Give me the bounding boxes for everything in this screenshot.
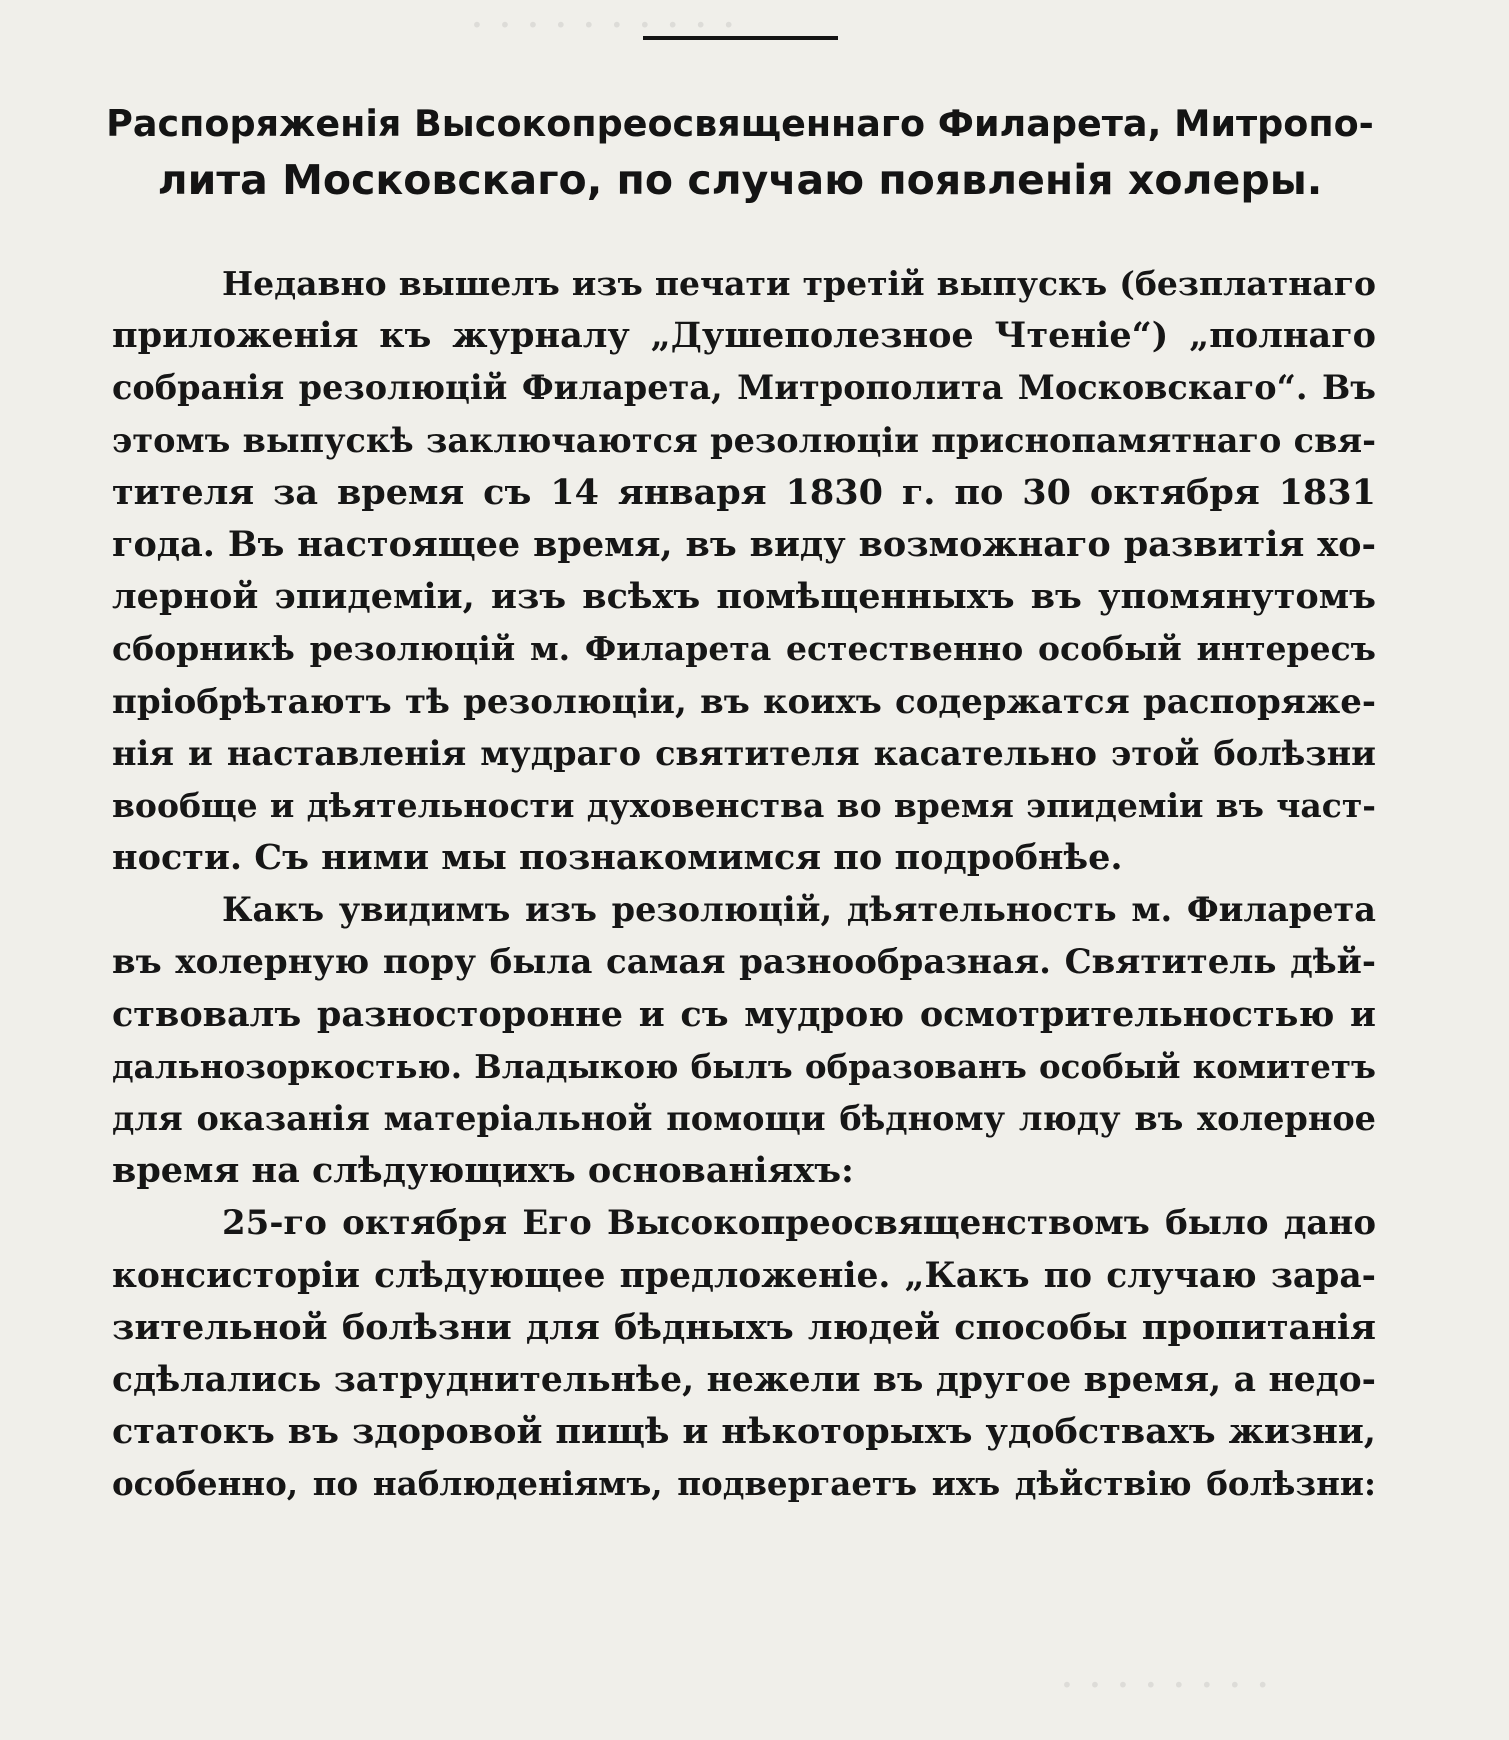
text-line: тителя за время съ 14 января 1830 г. по 30 октября 1831 (112, 471, 1376, 513)
text-line: Какъ увидимъ изъ резолюцій, дѣятельность м. Филарета (222, 890, 1376, 930)
text-line: статокъ въ здоровой пищѣ и нѣкоторыхъ удобствахъ жизни, (112, 1411, 1376, 1453)
text-line: собранія резолюцій Филарета, Митрополита Московскаго“. Въ (112, 368, 1376, 408)
title-line: Распоряженія Высокопреосвященнаго Филарета, Митропо- (106, 102, 1374, 145)
text-line: нія и наставленія мудраго святителя касательно этой болѣзни (112, 733, 1376, 773)
text-line: для оказанія матеріальной помощи бѣдному люду въ холерное (112, 1099, 1376, 1138)
text-line: года. Въ настоящее время, въ виду возможнаго развитія хо- (112, 523, 1376, 565)
paragraph (112, 1197, 1376, 1510)
title-line: лита Московскаго, по случаю появленія холеры. (157, 156, 1323, 204)
text-line: Недавно вышелъ изъ печати третій выпускъ (безплатнаго (222, 264, 1376, 303)
text-line: 25-го октября Его Высокопреосвященствомъ было дано (222, 1203, 1376, 1244)
article-body (112, 258, 1376, 1511)
paragraph (112, 258, 1376, 884)
text-line: сборникѣ резолюцій м. Филарета естественно особый интересъ (112, 629, 1376, 669)
text-line: сдѣлались затруднительнѣе, нежели въ другое время, а недо- (112, 1359, 1376, 1400)
reverse-side-show-through: · · · · · · · · · · · · · · · · · · (470, 0, 1270, 1711)
text-line: зительной болѣзни для бѣдныхъ людей способы пропитанія (112, 1306, 1376, 1348)
paragraph (112, 884, 1376, 1197)
text-line: время на слѣдующихъ основаніяхъ: (112, 1150, 854, 1192)
article-title (100, 96, 1380, 208)
text-line: этомъ выпускѣ заключаются резолюціи приснопамятнаго свя- (112, 420, 1376, 460)
text-line: лерной эпидеміи, изъ всѣхъ помѣщенныхъ въ упомянутомъ (112, 576, 1376, 618)
text-line: въ холерную пору была самая разнообразная. Святитель дѣй- (112, 942, 1376, 983)
text-line: консисторіи слѣдующее предложеніе. „Какъ по случаю зара- (112, 1255, 1376, 1296)
text-line: ности. Съ ними мы познакомимся по подробнѣе. (112, 837, 1123, 879)
text-line: ствовалъ разносторонне и съ мудрою осмотрительностью и (112, 993, 1376, 1035)
text-line: дальнозоркостью. Владыкою былъ образованъ особый комитетъ (112, 1046, 1376, 1086)
text-line: пріобрѣтаютъ тѣ резолюціи, въ коихъ содержатся распоряже- (112, 681, 1376, 722)
text-line: особенно, по наблюденіямъ, подвергаетъ ихъ дѣйствію болѣзни: (112, 1464, 1376, 1504)
header-rule (643, 36, 838, 40)
text-line: приложенія къ журналу „Душеполезное Чтеніе“) „полнаго (112, 315, 1376, 357)
text-line: вообще и дѣятельности духовенства во время эпидеміи въ част- (112, 785, 1376, 825)
